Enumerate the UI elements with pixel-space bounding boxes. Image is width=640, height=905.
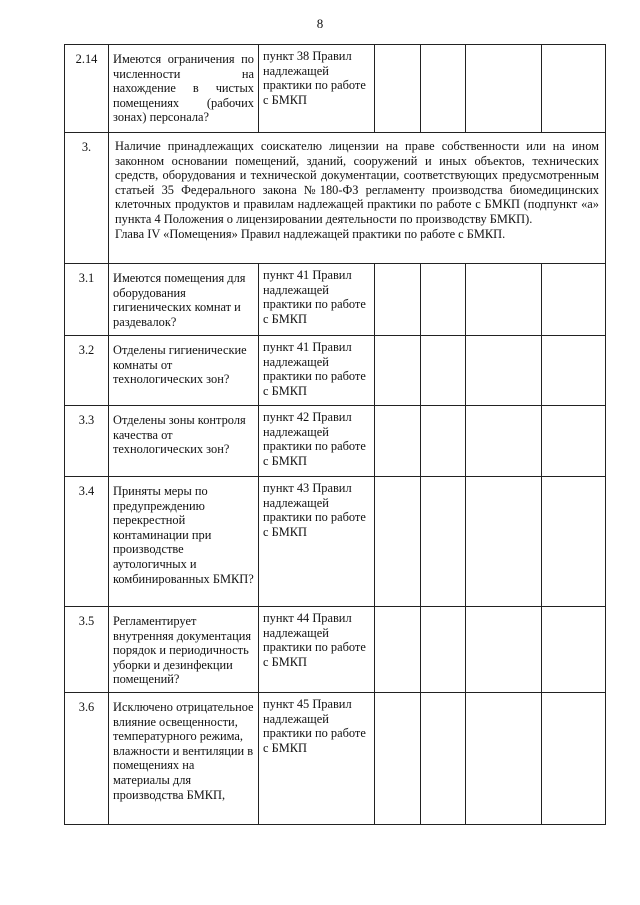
table-row (65, 477, 606, 607)
empty-cell[interactable] (421, 45, 466, 133)
table-row (65, 264, 606, 336)
row-number: 3.6 (65, 693, 109, 825)
empty-cell[interactable] (421, 406, 466, 477)
empty-cell[interactable] (375, 264, 421, 336)
empty-cell[interactable] (421, 607, 466, 693)
question-cell: Исключено отрицательное влияние освещенности, температурного режима, влажности и вентиляции в помещениях на материалы для производства БМКП, (109, 693, 259, 825)
reference-cell: пункт 42 Правил надлежащей практики по работе с БМКП (259, 406, 375, 477)
empty-cell[interactable] (542, 264, 606, 336)
question-cell: Регламентирует внутренняя документация порядок и периодичность уборки и дезинфекции помещений? (109, 607, 259, 693)
empty-cell[interactable] (375, 336, 421, 406)
question-cell: Приняты меры по предупреждению перекрестной контаминации при производстве аутологичных и комбинированных БМКП? (109, 477, 259, 607)
section-text-cell (109, 133, 606, 264)
empty-cell[interactable] (542, 406, 606, 477)
empty-cell[interactable] (466, 477, 542, 607)
row-number: 3.3 (65, 406, 109, 477)
empty-cell[interactable] (375, 477, 421, 607)
empty-cell[interactable] (375, 607, 421, 693)
empty-cell[interactable] (542, 693, 606, 825)
empty-cell[interactable] (466, 264, 542, 336)
table-row (65, 45, 606, 133)
empty-cell[interactable] (542, 45, 606, 133)
row-number: 3.5 (65, 607, 109, 693)
empty-cell[interactable] (421, 264, 466, 336)
question-cell: Имеются ограничения по численности на нахождение в чистых помещениях (рабочих зонах) персонала? (109, 45, 259, 133)
question-cell: Отделены гигиенические комнаты от технологических зон? (109, 336, 259, 406)
page-number: 8 (316, 16, 324, 31)
table-row (65, 406, 606, 477)
reference-cell: пункт 45 Правил надлежащей практики по работе с БМКП (259, 693, 375, 825)
section-row (65, 133, 606, 264)
reference-cell: пункт 43 Правил надлежащей практики по работе с БМКП (259, 477, 375, 607)
row-number: 3. (65, 133, 109, 264)
empty-cell[interactable] (421, 336, 466, 406)
empty-cell[interactable] (542, 607, 606, 693)
table-row (65, 336, 606, 406)
empty-cell[interactable] (542, 477, 606, 607)
empty-cell[interactable] (466, 693, 542, 825)
question-cell: Имеются помещения для оборудования гигиенических комнат и раздевалок? (109, 264, 259, 336)
empty-cell[interactable] (466, 406, 542, 477)
table-row (65, 607, 606, 693)
empty-cell[interactable] (375, 693, 421, 825)
row-number: 3.1 (65, 264, 109, 336)
empty-cell[interactable] (542, 336, 606, 406)
row-number: 3.2 (65, 336, 109, 406)
row-number: 3.4 (65, 477, 109, 607)
empty-cell[interactable] (466, 336, 542, 406)
empty-cell[interactable] (375, 406, 421, 477)
question-cell: Отделены зоны контроля качества от технологических зон? (109, 406, 259, 477)
table-row (65, 693, 606, 825)
empty-cell[interactable] (421, 693, 466, 825)
reference-cell: пункт 44 Правил надлежащей практики по работе с БМКП (259, 607, 375, 693)
empty-cell[interactable] (375, 45, 421, 133)
section-text: Наличие принадлежащих соискателю лицензии на праве собственности или на ином законном основании помещений, зданий, сооружений и иных объектов, технических средств, оборудования и технической документации, соответствующих предусмотренным статьей 35 Федерального закона №180-ФЗ регламенту производства биомедицинских клеточных продуктов и правилам надлежащей практики по работе с БМКП (подпункт «а» пункта 4 Положения о лицензировании деятельности по производству БМКП). (115, 139, 599, 226)
reference-cell: пункт 41 Правил надлежащей практики по работе с БМКП (259, 336, 375, 406)
reference-cell: пункт 41 Правил надлежащей практики по работе с БМКП (259, 264, 375, 336)
empty-cell[interactable] (466, 607, 542, 693)
checklist-table (64, 44, 606, 825)
empty-cell[interactable] (421, 477, 466, 607)
row-number: 2.14 (65, 45, 109, 133)
empty-cell[interactable] (466, 45, 542, 133)
reference-cell: пункт 38 Правил надлежащей практики по работе с БМКП (259, 45, 375, 133)
chapter-reference: Глава IV «Помещения» Правил надлежащей практики по работе с БМКП. (115, 226, 506, 241)
